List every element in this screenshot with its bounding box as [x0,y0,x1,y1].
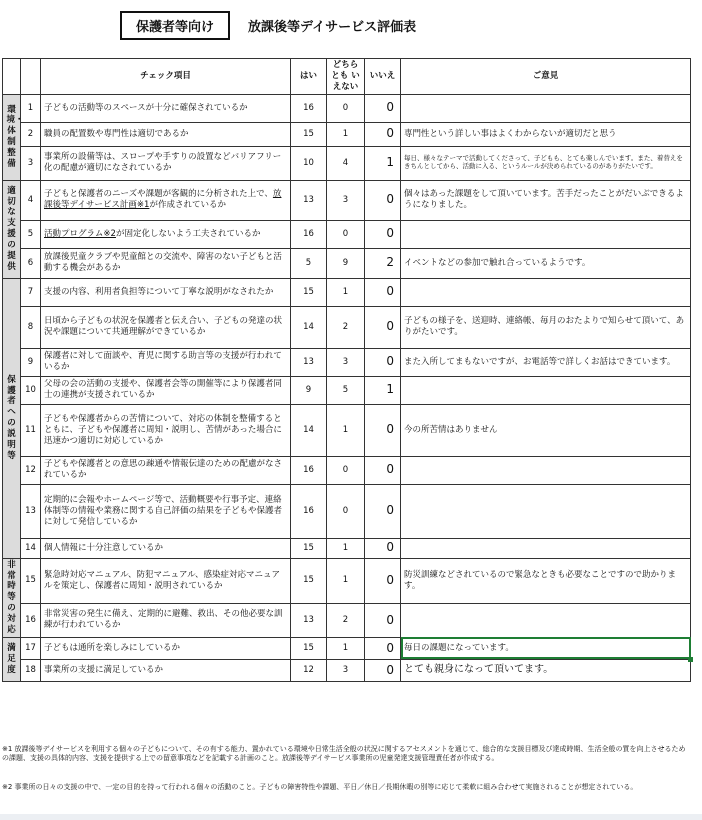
opinion-cell[interactable] [401,376,691,404]
no-count[interactable]: 0 [365,278,401,306]
unsure-count[interactable]: 1 [327,538,365,558]
yes-count[interactable]: 16 [291,94,327,122]
no-count[interactable]: 1 [365,146,401,180]
opinion-cell[interactable]: 今の所苦情はありません [401,404,691,456]
check-item: 日頃から子どもの状況を保護者と伝え合い、子どもの発達の状況や課題について共通理解ができているか [41,306,291,348]
footnote-1: ※1 放課後等デイサービスを利用する個々の子どもについて、その有する能力、置かれている環境や日常生活全般の状況に関するアセスメントを通じて、総合的な支援目標及び達成時期、生活全般の質を向上させるための課題、支援の具体的内容、支援を提供する上での留意事項などを記載する計画のこと。放課後等デイサービス事業所の児童発達支援管理責任者が作成する。 [2,745,686,763]
fill-handle[interactable] [688,657,693,662]
category-environment: 環境・体制整備 [3,94,21,180]
table-row[interactable] [3,122,691,146]
check-item-text: が作成されているか [149,200,226,211]
check-item: 支援の内容、利用者負担等について丁寧な説明がなされたか [41,278,291,306]
check-item: 非常災害の発生に備え、定期的に避難、救出、その他必要な訓練が行われているか [41,603,291,637]
opinion-cell[interactable] [401,484,691,538]
yes-count[interactable]: 10 [291,146,327,180]
header-number [21,59,41,95]
row-number: 17 [21,637,41,659]
yes-count[interactable]: 16 [291,456,327,484]
row-number: 8 [21,306,41,348]
unsure-count[interactable]: 0 [327,94,365,122]
table-row[interactable] [3,456,691,484]
yes-count[interactable]: 16 [291,220,327,248]
table-row[interactable] [3,538,691,558]
row-number: 15 [21,558,41,603]
row-number: 10 [21,376,41,404]
yes-count[interactable]: 13 [291,180,327,220]
row-number: 12 [21,456,41,484]
check-item: 定期的に会報やホームページ等で、活動概要や行事予定、連絡体制等の情報や業務に関する自己評価の結果を子どもや保護者に対して発信しているか [41,484,291,538]
table-row[interactable] [3,404,691,456]
unsure-count[interactable]: 1 [327,558,365,603]
opinion-cell[interactable]: 個々はあった課題をして頂いています。苦手だったことがだいぶできるようになりました。 [401,180,691,220]
bottom-strip [0,814,702,820]
yes-count[interactable]: 15 [291,637,327,659]
check-item [41,220,291,248]
unsure-count[interactable]: 2 [327,306,365,348]
yes-count[interactable]: 14 [291,306,327,348]
no-count[interactable]: 0 [365,220,401,248]
check-item: 個人情報に十分注意しているか [41,538,291,558]
no-count[interactable]: 0 [365,456,401,484]
yes-count[interactable]: 14 [291,404,327,456]
title-area [120,8,416,42]
row-number: 3 [21,146,41,180]
no-count[interactable]: 0 [365,558,401,603]
yes-count[interactable]: 15 [291,538,327,558]
row-number: 2 [21,122,41,146]
no-count[interactable]: 0 [365,404,401,456]
table-row[interactable] [3,484,691,538]
opinion-cell[interactable] [401,456,691,484]
opinion-cell[interactable]: また入所してまもないですが、お電話等で詳しくお話はできています。 [401,348,691,376]
table-row[interactable] [3,248,691,278]
unsure-count[interactable]: 9 [327,248,365,278]
table-row[interactable] [3,220,691,248]
category-support: 適切な支援の提供 [3,180,21,278]
footnote-2: ※2 事業所の日々の支援の中で、一定の目的を持って行われる個々の活動のこと。子どもの障害特性や課題、平日／休日／長期休暇の別等に応じて柔軟に組み合わせて実施されることが想定されている。 [2,783,638,791]
table-row[interactable] [3,278,691,306]
no-count[interactable]: 0 [365,659,401,681]
unsure-count[interactable]: 0 [327,456,365,484]
row-number: 4 [21,180,41,220]
no-count[interactable]: 0 [365,538,401,558]
check-item: 子どもの活動等のスペースが十分に確保されているか [41,94,291,122]
check-item: 事業所の設備等は、スロープや手すりの設置などバリアフリー化の配慮が適切になされているか [41,146,291,180]
header-row [3,59,691,95]
opinion-cell[interactable] [401,94,691,122]
unsure-count[interactable]: 3 [327,659,365,681]
category-satisfaction: 満足度 [3,637,21,681]
yes-count[interactable]: 15 [291,122,327,146]
row-number: 7 [21,278,41,306]
plan-footnote-link[interactable]: 放課後等デイサービス計画※1 [44,189,282,211]
table-row[interactable] [3,603,691,637]
row-number: 14 [21,538,41,558]
yes-count[interactable]: 15 [291,558,327,603]
check-item: 子どもは通所を楽しみにしているか [41,637,291,659]
unsure-count[interactable]: 4 [327,146,365,180]
no-count[interactable]: 0 [365,603,401,637]
check-item: 子どもや保護者からの苦情について、対応の体制を整備するとともに、子どもや保護者に周知・説明し、苦情があった場合に迅速かつ適切に対応しているか [41,404,291,456]
check-item: 父母の会の活動の支援や、保護者会等の開催等により保護者同士の連携が支援されているか [41,376,291,404]
opinion-cell[interactable]: イベントなどの参加で触れ合っているようです。 [401,248,691,278]
row-number: 5 [21,220,41,248]
unsure-count[interactable]: 1 [327,122,365,146]
unsure-count[interactable]: 1 [327,404,365,456]
table-row[interactable] [3,659,691,681]
yes-count[interactable]: 13 [291,603,327,637]
unsure-count[interactable]: 2 [327,603,365,637]
opinion-cell[interactable]: 防災訓練などされているので緊急なときも必要なことですので助かります。 [401,558,691,603]
row-number: 13 [21,484,41,538]
row-number: 9 [21,348,41,376]
header-check-item: チェック項目 [41,59,291,95]
check-item: 保護者に対して面談や、育児に関する助言等の支援が行われているか [41,348,291,376]
no-count[interactable]: 0 [365,94,401,122]
opinion-cell[interactable] [401,603,691,637]
yes-count[interactable]: 12 [291,659,327,681]
category-explanation: 保護者への説明等 [3,278,21,558]
table-row[interactable] [3,558,691,603]
category-emergency: 非常時等の対応 [3,558,21,637]
row-number: 11 [21,404,41,456]
row-number: 1 [21,94,41,122]
no-count[interactable]: 0 [365,306,401,348]
unsure-count[interactable]: 1 [327,278,365,306]
unsure-count[interactable]: 1 [327,637,365,659]
unsure-count[interactable]: 3 [327,180,365,220]
yes-count[interactable]: 9 [291,376,327,404]
table-row[interactable] [3,306,691,348]
row-number: 16 [21,603,41,637]
unsure-count[interactable]: 5 [327,376,365,404]
header-no: いいえ [365,59,401,95]
audience-badge: 保護者等向け [120,11,230,40]
table-row[interactable] [3,348,691,376]
no-count[interactable]: 0 [365,122,401,146]
unsure-count[interactable]: 0 [327,484,365,538]
page-title: 放課後等デイサービス評価表 [248,19,417,35]
yes-count[interactable]: 15 [291,278,327,306]
row-number: 6 [21,248,41,278]
check-item-text: が固定化しないよう工夫されているか [115,228,261,239]
no-count[interactable]: 0 [365,180,401,220]
unsure-count[interactable]: 3 [327,348,365,376]
check-item: 放課後児童クラブや児童館との交流や、障害のない子どもと活動する機会があるか [41,248,291,278]
header-yes: はい [291,59,327,95]
check-item-text: 子どもと保護者のニーズや課題が客観的に分析された上で、 [44,189,273,200]
no-count[interactable]: 0 [365,348,401,376]
header-unsure: どちらとも いえない [327,59,365,95]
header-opinion: ご意見 [401,59,691,95]
opinion-cell[interactable]: 毎日、様々なテーマで活動してくださって、子どもも、とても楽しんでいます。また、着替えをきちんとしてから、活動に入る、というルールが決められているのがありがたいです。 [401,146,691,180]
no-count[interactable]: 0 [365,637,401,659]
table-row[interactable] [3,146,691,180]
check-item: 事業所の支援に満足しているか [41,659,291,681]
no-count[interactable]: 0 [365,484,401,538]
table-row[interactable] [3,94,691,122]
no-count[interactable]: 1 [365,376,401,404]
header-category [3,59,21,95]
opinion-cell-selected[interactable] [401,637,691,659]
yes-count[interactable]: 13 [291,348,327,376]
opinion-cell[interactable]: 子どもの様子を、送迎時、連絡帳、毎月のおたよりで知らせて頂いて、ありがたいです。 [401,306,691,348]
opinion-cell[interactable] [401,278,691,306]
table-row[interactable] [3,637,691,659]
check-item [41,180,291,220]
evaluation-table [2,58,691,682]
yes-count[interactable]: 16 [291,484,327,538]
row-number: 18 [21,659,41,681]
check-item: 職員の配置数や専門性は適切であるか [41,122,291,146]
program-footnote-link[interactable]: 活動プログラム※2 [44,228,116,239]
opinion-cell[interactable]: 専門性という詳しい事はよくわからないが適切だと思う [401,122,691,146]
check-item: 緊急時対応マニュアル、防犯マニュアル、感染症対応マニュアルを策定し、保護者に周知・説明されているか [41,558,291,603]
yes-count[interactable]: 5 [291,248,327,278]
table-row[interactable] [3,180,691,220]
check-item: 子どもや保護者との意思の疎通や情報伝達のための配慮がなされているか [41,456,291,484]
unsure-count[interactable]: 0 [327,220,365,248]
opinion-cell[interactable] [401,538,691,558]
opinion-cell[interactable]: とても親身になって頂いてます。 [401,659,691,681]
no-count[interactable]: 2 [365,248,401,278]
table-row[interactable] [3,376,691,404]
opinion-text: 毎日の課題になっています。 [404,642,514,653]
opinion-cell[interactable] [401,220,691,248]
